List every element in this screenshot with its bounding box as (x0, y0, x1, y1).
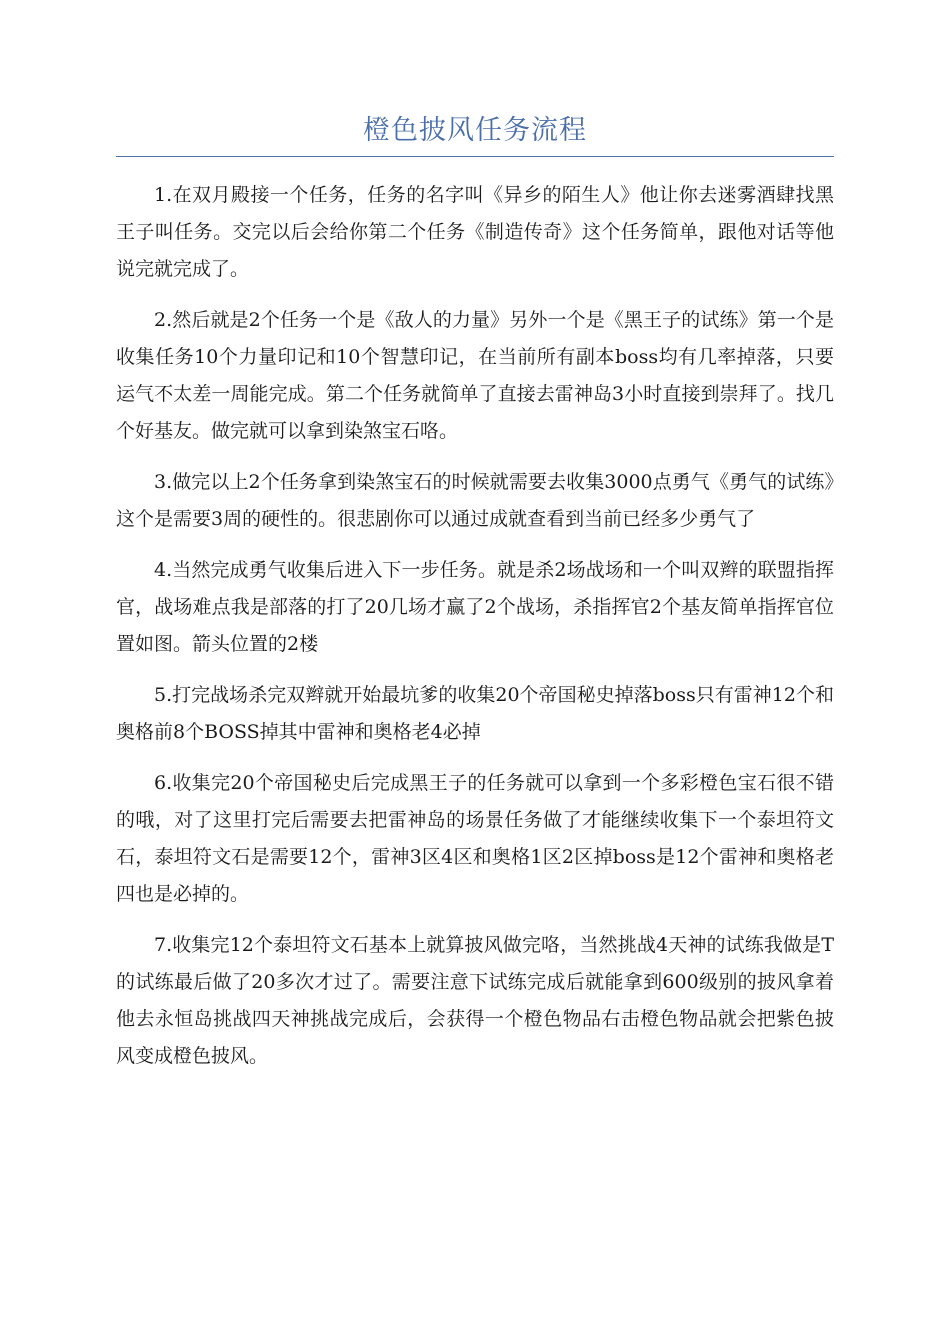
document-page (116, 112, 834, 1089)
title-block (116, 112, 834, 157)
paragraph-step-5: 5.打完战场杀完双辫就开始最坑爹的收集20个帝国秘史掉落boss只有雷神12个和奥格前8个BOSS掉其中雷神和奥格老4必掉 (116, 684, 834, 743)
page-title: 橙色披风任务流程 (363, 115, 587, 146)
paragraph-step-1: 1.在双月殿接一个任务，任务的名字叫《异乡的陌生人》他让你去迷雾酒肆找黑王子叫任务。交完以后会给你第二个任务《制造传奇》这个任务简单，跟他对话等他说完就完成了。 (116, 184, 834, 280)
paragraph-step-2: 2.然后就是2个任务一个是《敌人的力量》另外一个是《黑王子的试练》第一个是收集任务10个力量印记和10个智慧印记，在当前所有副本boss均有几率掉落，只要运气不太差一周能完成。第二个任务就简单了直接去雷神岛3小时直接到崇拜了。找几个好基友。做完就可以拿到染煞宝石咯。 (116, 309, 834, 442)
document-body (116, 177, 834, 1075)
paragraph-step-4: 4.当然完成勇气收集后进入下一步任务。就是杀2场战场和一个叫双辫的联盟指挥官，战场难点我是部落的打了20几场才赢了2个战场，杀指挥官2个基友简单指挥官位置如图。箭头位置的2楼 (116, 559, 834, 655)
paragraph-step-6: 6.收集完20个帝国秘史后完成黑王子的任务就可以拿到一个多彩橙色宝石很不错的哦，对了这里打完后需要去把雷神岛的场景任务做了才能继续收集下一个泰坦符文石，泰坦符文石是需要12个，雷神3区4区和奥格1区2区掉boss是12个雷神和奥格老四也是必掉的。 (116, 772, 834, 905)
paragraph-step-7: 7.收集完12个泰坦符文石基本上就算披风做完咯，当然挑战4天神的试练我做是T的试练最后做了20多次才过了。需要注意下试练完成后就能拿到600级别的披风拿着他去永恒岛挑战四天神挑战完成后，会获得一个橙色物品右击橙色物品就会把紫色披风变成橙色披风。 (116, 934, 834, 1067)
paragraph-step-3: 3.做完以上2个任务拿到染煞宝石的时候就需要去收集3000点勇气《勇气的试练》这个是需要3周的硬性的。很悲剧你可以通过成就查看到当前已经多少勇气了 (116, 471, 834, 530)
